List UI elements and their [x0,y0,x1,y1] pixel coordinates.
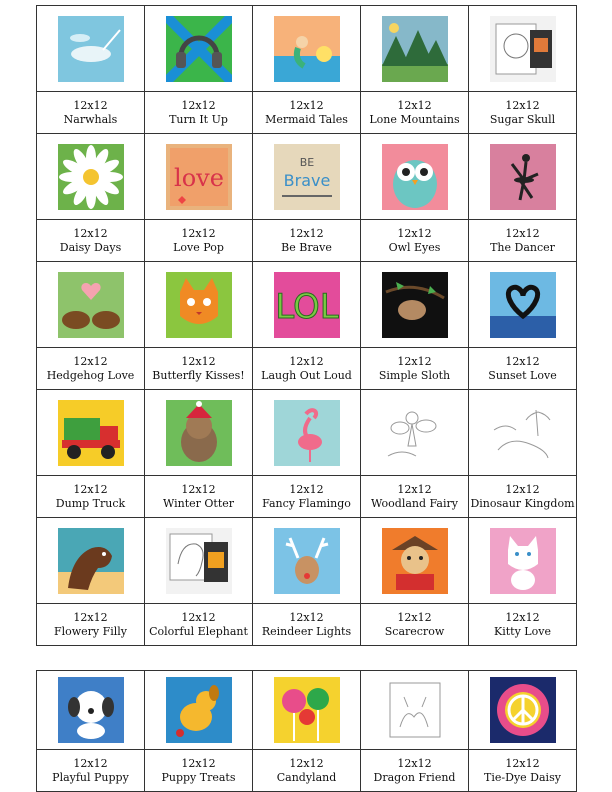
item-title: Kitty Love [494,624,551,638]
catalog-item [252,261,361,390]
painting-thumbnail [361,671,468,750]
item-size: 12x12 [505,610,540,624]
item-size: 12x12 [397,98,432,112]
catalog-item [252,5,361,134]
item-title: Scarecrow [384,624,445,638]
painting-catalog-grid [37,5,577,645]
item-caption [253,750,360,791]
svg-text:Brave: Brave [283,170,330,190]
item-caption [145,220,252,261]
item-title: Sunset Love [488,368,557,382]
item-size: 12x12 [181,756,216,770]
catalog-item [360,261,469,390]
catalog-item [360,5,469,134]
item-caption [469,750,576,791]
mermaid-painting-icon [274,16,340,82]
item-caption [469,604,576,645]
scarecrow-painting-icon [382,528,448,594]
item-size: 12x12 [289,482,324,496]
painting-thumbnail [469,671,576,750]
item-title: Dragon Friend [373,770,456,784]
owl-painting-icon [382,144,448,210]
item-caption [145,92,252,133]
daisy-painting-icon [58,144,124,210]
puppy-treats-painting-icon [166,677,232,743]
catalog-item [36,133,145,262]
catalog-item [360,670,469,792]
painting-thumbnail [361,518,468,604]
cat-painting-icon [166,272,232,338]
item-caption [37,604,144,645]
svg-text:BE: BE [299,155,314,169]
item-title: Owl Eyes [388,240,441,254]
item-title: Winter Otter [162,496,235,510]
painting-thumbnail [145,671,252,750]
catalog-item [468,517,577,646]
heart-hands-painting-icon [490,272,556,338]
svg-text:LOL: LOL [274,286,339,327]
item-caption [469,92,576,133]
item-caption [253,348,360,389]
dump-truck-painting-icon [58,400,124,466]
item-size: 12x12 [397,482,432,496]
item-caption [469,476,576,517]
catalog-item [252,670,361,792]
fairy-sketch-icon [382,400,448,466]
catalog-item [144,261,253,390]
painting-thumbnail [37,6,144,92]
catalog-item [144,389,253,518]
item-title: Mermaid Tales [265,112,348,126]
painting-thumbnail [253,6,360,92]
item-title: Turn It Up [169,112,228,126]
catalog-item [36,517,145,646]
painting-thumbnail [361,134,468,220]
item-size: 12x12 [505,226,540,240]
catalog-item [360,389,469,518]
item-title: Candyland [276,770,337,784]
painting-thumbnail [37,671,144,750]
item-caption [145,750,252,791]
item-size: 12x12 [505,756,540,770]
item-caption [37,750,144,791]
item-caption [361,92,468,133]
sugar-skull-kit-icon [490,16,556,82]
item-size: 12x12 [289,756,324,770]
item-caption [37,220,144,261]
item-size: 12x12 [397,226,432,240]
catalog-item [252,389,361,518]
item-title: Sugar Skull [489,112,556,126]
tie-dye-peace-painting-icon [490,677,556,743]
item-size: 12x12 [397,756,432,770]
item-title: Woodland Fairy [371,496,458,510]
item-caption [253,604,360,645]
catalog-item [252,133,361,262]
item-size: 12x12 [181,98,216,112]
catalog-item [468,670,577,792]
item-title: Dump Truck [55,496,126,510]
lol-painting-icon [274,272,340,338]
item-caption [253,476,360,517]
painting-thumbnail [37,262,144,348]
catalog-item [36,261,145,390]
item-title: Simple Sloth [378,368,451,382]
painting-thumbnail [253,671,360,750]
item-size: 12x12 [73,354,108,368]
lollipops-painting-icon [274,677,340,743]
item-size: 12x12 [289,354,324,368]
item-size: 12x12 [73,756,108,770]
item-title: Flowery Filly [53,624,128,638]
catalog-item [36,670,145,792]
item-size: 12x12 [181,226,216,240]
item-caption [253,92,360,133]
item-title: Colorful Elephant [149,624,248,638]
mountains-painting-icon [382,16,448,82]
catalog-item [144,5,253,134]
item-title: Love Pop [173,240,224,254]
item-caption [469,348,576,389]
item-size: 12x12 [73,226,108,240]
catalog-item [468,5,577,134]
item-caption [361,750,468,791]
item-title: Lone Mountains [369,112,460,126]
item-caption [361,604,468,645]
item-size: 12x12 [181,610,216,624]
item-caption [469,220,576,261]
catalog-item [468,133,577,262]
painting-thumbnail [145,6,252,92]
item-title: Daisy Days [59,240,122,254]
kitty-painting-icon [490,528,556,594]
item-size: 12x12 [397,354,432,368]
sloth-painting-icon [382,272,448,338]
catalog-item [144,133,253,262]
catalog-item [144,670,253,792]
item-size: 12x12 [505,482,540,496]
painting-thumbnail [145,518,252,604]
catalog-item [36,5,145,134]
painting-thumbnail [361,262,468,348]
item-size: 12x12 [181,482,216,496]
item-size: 12x12 [289,98,324,112]
elephant-kit-icon [166,528,232,594]
catalog-item [36,389,145,518]
painting-thumbnail [253,134,360,220]
item-size: 12x12 [73,98,108,112]
item-caption [37,476,144,517]
item-caption [145,348,252,389]
item-size: 12x12 [73,482,108,496]
item-caption [361,220,468,261]
painting-thumbnail [361,6,468,92]
item-size: 12x12 [289,610,324,624]
item-caption [361,476,468,517]
painting-catalog-grid-extra-row [37,670,577,791]
item-caption [361,348,468,389]
dinosaur-sketch-icon [490,400,556,466]
svg-text:love: love [173,163,224,192]
item-caption [37,92,144,133]
item-title: Butterfly Kisses! [152,368,245,382]
catalog-item [468,261,577,390]
item-title: Narwhals [63,112,118,126]
narwhal-painting-icon [58,16,124,82]
love-pop-painting-icon [166,144,232,210]
catalog-item [468,389,577,518]
horse-painting-icon [58,528,124,594]
item-title: Playful Puppy [52,770,129,784]
catalog-item [252,517,361,646]
item-size: 12x12 [181,354,216,368]
item-title: Reindeer Lights [261,624,352,638]
painting-thumbnail [145,262,252,348]
catalog-item [360,133,469,262]
painting-thumbnail [469,390,576,476]
item-size: 12x12 [397,610,432,624]
item-title: Be Brave [281,240,332,254]
item-size: 12x12 [73,610,108,624]
reindeer-painting-icon [274,528,340,594]
painting-thumbnail [469,518,576,604]
item-caption [145,604,252,645]
dragon-sketch-icon [382,677,448,743]
item-title: Tie-Dye Daisy [484,770,561,784]
hedgehog-painting-icon [58,272,124,338]
item-title: Hedgehog Love [46,368,135,382]
painting-thumbnail [37,518,144,604]
painting-thumbnail [469,262,576,348]
item-title: The Dancer [490,240,555,254]
catalog-item [360,517,469,646]
puppy-painting-icon [58,677,124,743]
catalog-item [144,517,253,646]
item-caption [145,476,252,517]
painting-thumbnail [253,390,360,476]
item-size: 12x12 [289,226,324,240]
painting-thumbnail [37,134,144,220]
be-brave-painting-icon [274,144,340,210]
item-title: Laugh Out Loud [261,368,352,382]
item-caption [253,220,360,261]
headphones-painting-icon [166,16,232,82]
painting-thumbnail [145,134,252,220]
painting-thumbnail [253,262,360,348]
painting-thumbnail [469,6,576,92]
item-title: Dinosaur Kingdom [470,496,575,510]
painting-thumbnail [469,134,576,220]
item-size: 12x12 [505,354,540,368]
ballerina-painting-icon [490,144,556,210]
painting-thumbnail [145,390,252,476]
painting-thumbnail [253,518,360,604]
painting-thumbnail [37,390,144,476]
item-caption [37,348,144,389]
flamingo-painting-icon [274,400,340,466]
painting-thumbnail [361,390,468,476]
item-title: Fancy Flamingo [262,496,351,510]
item-title: Puppy Treats [161,770,236,784]
otter-painting-icon [166,400,232,466]
item-size: 12x12 [505,98,540,112]
